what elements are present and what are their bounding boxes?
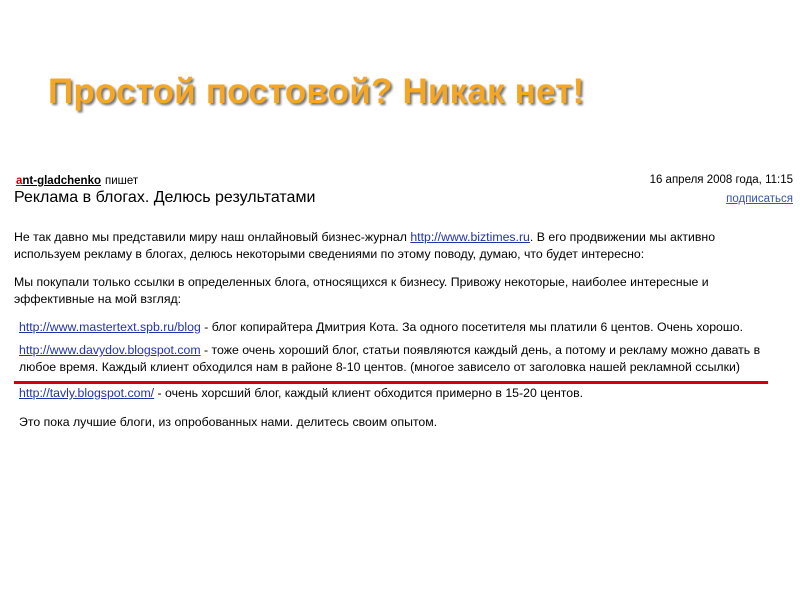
list-item-text: - очень хорсший блог, каждый клиент обходится примерно в 15-20 центов.: [154, 386, 584, 400]
author-initial[interactable]: a: [16, 175, 23, 187]
post-header: [14, 170, 794, 190]
highlight-underline: [14, 381, 768, 384]
author-link[interactable]: nt-gladchenko: [22, 175, 101, 187]
list-item-text: - блог копирайтера Дмитрия Кота. За одного посетителя мы платили 6 центов. Очень хорошо.: [200, 320, 744, 334]
paragraph-intro: [14, 229, 784, 263]
list-item: [14, 385, 784, 402]
author-writes-label: пишет: [105, 175, 139, 187]
subscribe-link[interactable]: подписаться: [726, 193, 793, 205]
davydov-link[interactable]: http://www.davydov.blogspot.com: [19, 343, 201, 357]
blog-post: [14, 170, 794, 429]
post-title: Реклама в блогах. Делюсь результатами: [14, 189, 316, 206]
list-item: [14, 319, 784, 336]
paragraph-intro-text-after: . В его продвижении мы активно используем рекламу в блогах, делюсь некоторыми сведениями по этому поводу, думаю, что будет интересно:: [14, 230, 716, 261]
list-item: [14, 342, 784, 376]
tavly-link[interactable]: http://tavly.blogspot.com/: [19, 386, 155, 400]
author-line: [16, 175, 138, 187]
paragraph-intro-text-before: Не так давно мы представили миру наш онлайновый бизнес-журнал: [14, 230, 411, 244]
slide-title: Простой постовой? Никак нет!: [48, 72, 585, 111]
post-body: [14, 229, 784, 442]
paragraph-links-intro: Мы покупали только ссылки в определенных блога, относящихся к бизнесу. Привожу некоторые, наиболее интересные и эффективные на мой взгляд:: [14, 275, 709, 306]
mastertext-link[interactable]: http://www.mastertext.spb.ru/blog: [19, 320, 201, 334]
biztimes-link[interactable]: http://www.biztimes.ru: [410, 230, 530, 244]
post-date: 16 апреля 2008 года, 11:15: [649, 174, 793, 186]
closing-paragraph: Это пока лучшие блоги, из опробованных нами. делитесь своим опытом.: [19, 415, 438, 429]
list-item-text: - тоже очень хороший блог, статьи появляются каждый день, а потому и рекламу можно давать в любое время. Каждый клиент обходился нам в районе 8-10 центов. (многое зависело от заголовка нашей рекламной ссылки): [19, 343, 761, 374]
